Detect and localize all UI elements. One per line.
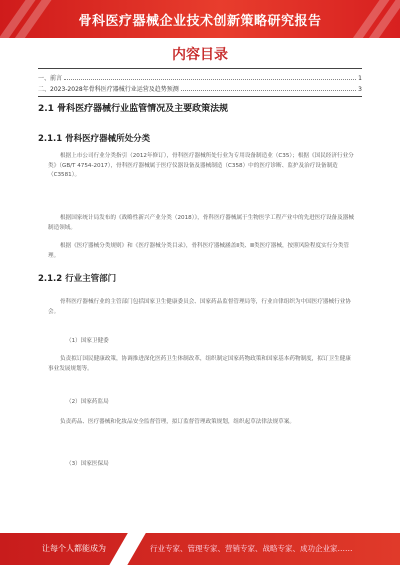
toc-title: 内容目录 bbox=[172, 47, 228, 63]
toc-entry-page: 1 bbox=[358, 75, 362, 82]
list-item-label: （1）国家卫健委 bbox=[66, 338, 109, 344]
report-header-band bbox=[0, 0, 400, 38]
report-title: 骨科医疗器械企业技术创新策略研究报告 bbox=[78, 14, 322, 29]
body-paragraph: 负责药品、医疗器械和化妆品安全监督管理，拟订监督管理政策规划，组织起草法律法规草案。 bbox=[60, 419, 295, 425]
footer-tagline: 行业专家、管理专家、营销专家、战略专家、成功企业家…… bbox=[150, 544, 353, 553]
toc-dot-leader bbox=[181, 90, 356, 91]
toc-entry[interactable] bbox=[38, 84, 362, 93]
list-item-label: （2）国家药监局 bbox=[66, 399, 109, 405]
body-paragraph: 负责拟订国民健康政策，协调推进深化医药卫生体制改革，组织制定国家药物政策和国家基本药物制度，拟订卫生健康事业发展规划等。 bbox=[48, 356, 351, 372]
subsection-heading: 2.1.1 骨科医疗器械所处分类 bbox=[38, 134, 151, 144]
section-heading: 2.1 骨科医疗器械行业监管情况及主要政策法规 bbox=[38, 104, 229, 114]
list-item-label: （3）国家医保局 bbox=[66, 461, 109, 467]
body-paragraph: 根据上市公司行业分类指引（2012年修订），骨科医疗器械所处行业为专用设备制造业（C35）；根据《国民经济行业分类》（GB/T 4754-2017），骨科医疗器械属于医疗仪器设备及器械制造（C358）中的医疗诊断、监护及治疗设备制造（C3581）。 bbox=[48, 153, 354, 178]
footer-slogan: 让每个人都能成为 bbox=[42, 544, 106, 553]
body-paragraph: 骨科医疗器械行业的主管部门包括国家卫生健康委员会、国家药品监督管理局等，行业自律组织为中国医疗器械行业协会。 bbox=[48, 299, 351, 315]
toc-entry-page: 3 bbox=[358, 86, 362, 93]
toc-entry-label: 一、前言 bbox=[38, 75, 63, 82]
toc-dot-leader bbox=[64, 79, 356, 80]
body-paragraph: 根据国家统计局发布的《战略性新兴产业分类（2018）》，骨科医疗器械属于生物医学工程产业中的先进医疗设备及器械制造领域。 bbox=[48, 215, 354, 231]
report-footer-band bbox=[0, 533, 400, 565]
body-paragraph: 根据《医疗器械分类规则》和《医疗器械分类目录》，骨科医疗器械涵盖Ⅱ类、Ⅲ类医疗器械，按照风险程度实行分类管理。 bbox=[48, 243, 350, 259]
footer-divider bbox=[105, 533, 150, 565]
toc-entry-label: 二、2023-2028年骨科医疗器械行业运营及趋势预测 bbox=[38, 86, 179, 93]
toc-bottom-rule bbox=[38, 96, 362, 97]
subsection-heading: 2.1.2 行业主管部门 bbox=[38, 274, 117, 284]
toc-top-rule bbox=[38, 68, 362, 69]
toc-entry[interactable] bbox=[38, 73, 362, 82]
